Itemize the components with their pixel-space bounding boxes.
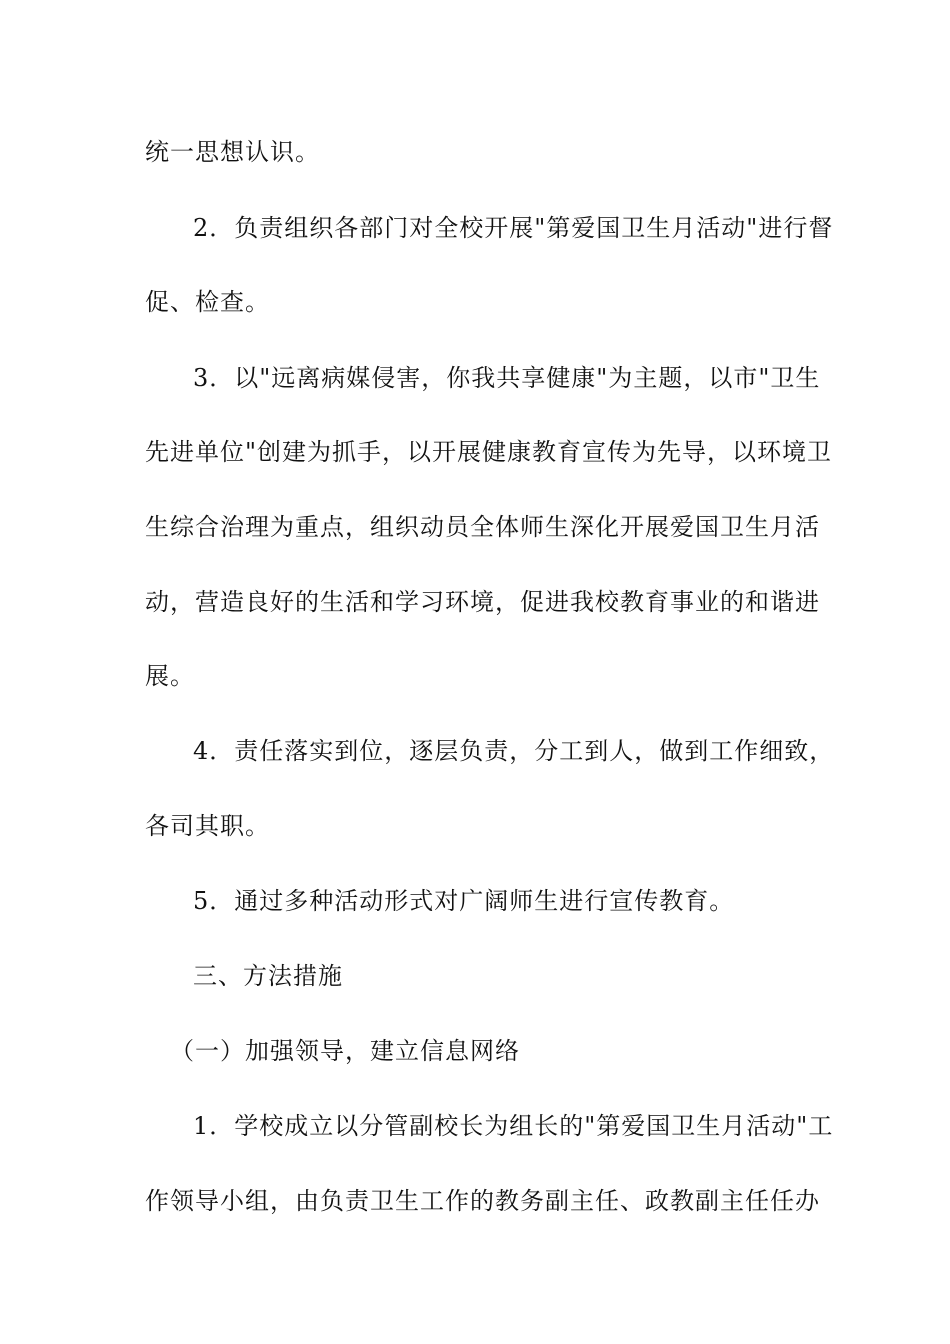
text-line-7: 动，营造良好的生活和学习环境，促进我校教育事业的和谐进: [145, 588, 820, 616]
text-line-10: 各司其职。: [145, 812, 270, 840]
section-heading: 三、方法措施: [193, 962, 343, 990]
text-line-6: 生综合治理为重点，组织动员全体师生深化开展爱国卫生月活: [145, 513, 820, 541]
text-line-15: 作领导小组，由负责卫生工作的教务副主任、政教副主任任办: [145, 1187, 820, 1215]
text-line-1: 统一思想认识。: [145, 138, 320, 166]
subsection-heading: （一）加强领导，建立信息网络: [170, 1037, 520, 1065]
text-line-3: 促、检查。: [145, 288, 270, 316]
text-line-5: 先进单位"创建为抓手，以开展健康教育宣传为先导，以环境卫: [145, 438, 833, 466]
text-line-9: 4．责任落实到位，逐层负责，分工到人，做到工作细致，: [193, 737, 835, 765]
text-line-11: 5．通过多种活动形式对广阔师生进行宣传教育。: [193, 887, 735, 915]
text-line-4: 3．以"远离病媒侵害，你我共享健康"为主题，以市"卫生: [193, 364, 821, 392]
text-line-8: 展。: [145, 662, 195, 690]
text-line-14: 1．学校成立以分管副校长为组长的"第爱国卫生月活动"工: [193, 1112, 834, 1140]
text-line-2: 2．负责组织各部门对全校开展"第爱国卫生月活动"进行督: [193, 214, 834, 242]
